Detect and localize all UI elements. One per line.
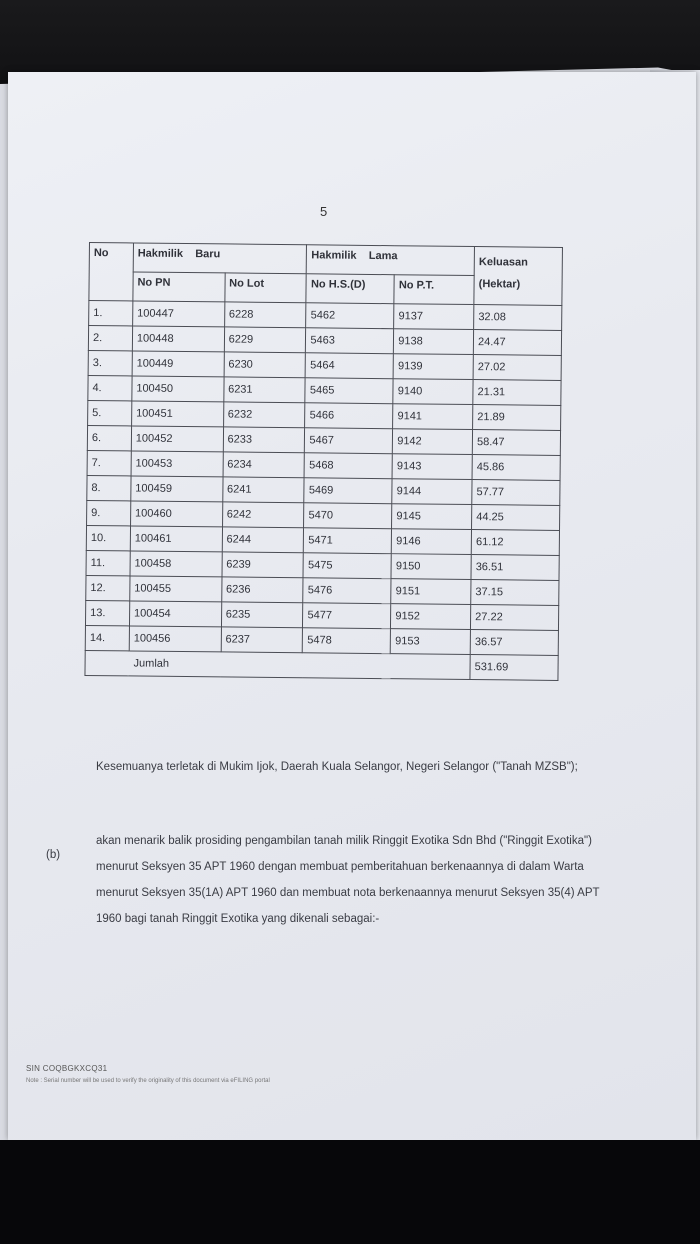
- cell-no-pn: 100453: [131, 451, 223, 477]
- cell-no-pn: 100448: [132, 326, 224, 352]
- header-hakmilik-lama: Hakmilik Lama: [307, 245, 475, 276]
- cell-no-pn: 100454: [129, 601, 221, 627]
- cell-no-pt: 9144: [392, 479, 472, 505]
- cell-no-hsd: 5471: [304, 528, 392, 554]
- total-label: Jumlah: [85, 650, 470, 679]
- paragraph-b-label: (b): [46, 849, 61, 861]
- cell-no-hsd: 5466: [305, 403, 393, 429]
- row-number: 8.: [87, 475, 131, 500]
- cell-no-hsd: 5470: [304, 503, 392, 529]
- row-number: 3.: [88, 350, 132, 375]
- cell-no-lot: 6230: [224, 352, 306, 378]
- cell-no-lot: 6228: [224, 302, 306, 328]
- cell-no-pt: 9142: [393, 429, 473, 455]
- cell-no-pn: 100447: [133, 301, 225, 327]
- cell-area: 27.22: [471, 605, 559, 631]
- cell-no-hsd: 5476: [303, 578, 391, 604]
- footer-note: Note : Serial number will be used to verify the originality of this document via eFILING portal: [26, 1078, 270, 1084]
- background-top: [0, 0, 700, 80]
- cell-no-pn: 100460: [130, 501, 222, 527]
- cell-no-lot: 6244: [222, 527, 304, 553]
- cell-no-pn: 100459: [131, 476, 223, 502]
- cell-no-hsd: 5475: [303, 553, 391, 579]
- cell-no-hsd: 5477: [303, 603, 391, 629]
- row-number: 10.: [86, 525, 130, 550]
- cell-area: 44.25: [472, 505, 560, 531]
- cell-no-pt: 9145: [392, 504, 472, 530]
- header-no-lot: No Lot: [225, 273, 307, 303]
- cell-no-pt: 9139: [393, 354, 473, 380]
- cell-no-pt: 9140: [393, 379, 473, 405]
- cell-no-pt: 9151: [391, 579, 471, 605]
- header-no: No: [89, 243, 133, 301]
- cell-no-pn: 100461: [130, 526, 222, 552]
- cell-area: 21.89: [473, 405, 561, 431]
- cell-no-lot: 6242: [222, 502, 304, 528]
- row-number: 2.: [88, 326, 132, 351]
- header-no-pt: No P.T.: [394, 275, 474, 305]
- row-number: 12.: [86, 575, 130, 600]
- cell-no-hsd: 5463: [306, 328, 394, 354]
- row-number: 13.: [85, 600, 129, 625]
- cell-area: 57.77: [472, 480, 560, 506]
- cell-no-lot: 6239: [222, 552, 304, 578]
- background-bottom: [0, 1140, 700, 1244]
- cell-no-lot: 6231: [223, 377, 305, 403]
- cell-no-hsd: 5465: [305, 378, 393, 404]
- cell-no-lot: 6232: [223, 402, 305, 428]
- header-no-hsd: No H.S.(D): [306, 274, 394, 304]
- row-number: 1.: [89, 301, 133, 326]
- document-page: [8, 72, 696, 1140]
- cell-no-lot: 6241: [222, 477, 304, 503]
- cell-no-pn: 100450: [132, 376, 224, 402]
- cell-no-pt: 9137: [394, 304, 474, 330]
- cell-area: 36.51: [471, 555, 559, 581]
- cell-area: 36.57: [470, 630, 558, 656]
- cell-no-pn: 100455: [130, 576, 222, 602]
- cell-no-hsd: 5469: [304, 478, 392, 504]
- cell-no-pt: 9152: [391, 604, 471, 630]
- cell-area: 24.47: [473, 330, 561, 356]
- cell-no-hsd: 5468: [304, 453, 392, 479]
- land-table: [84, 242, 563, 681]
- cell-no-hsd: 5464: [306, 353, 394, 379]
- cell-no-pn: 100449: [132, 351, 224, 377]
- row-number: 11.: [86, 550, 130, 575]
- cell-no-lot: 6234: [223, 452, 305, 478]
- row-number: 7.: [87, 450, 131, 475]
- cell-area: 21.31: [473, 380, 561, 406]
- cell-no-pt: 9138: [394, 329, 474, 355]
- cell-area: 45.86: [472, 455, 560, 481]
- cell-no-lot: 6233: [223, 427, 305, 453]
- paragraph-location: Kesemuanya terletak di Mukim Ijok, Daerah Kuala Selangor, Negeri Selangor ("Tanah MZSB");: [96, 761, 578, 773]
- cell-no-hsd: 5478: [303, 628, 391, 654]
- cell-no-lot: 6237: [221, 627, 303, 653]
- cell-area: 61.12: [471, 530, 559, 556]
- row-number: 6.: [87, 425, 131, 450]
- cell-area: 32.08: [474, 305, 562, 331]
- total-value: 531.69: [470, 655, 558, 681]
- cell-no-pn: 100456: [129, 626, 221, 652]
- header-no-pn: No PN: [133, 272, 225, 302]
- cell-no-pt: 9143: [392, 454, 472, 480]
- header-hakmilik-baru: Hakmilik Baru: [133, 243, 307, 274]
- row-number: 5.: [88, 400, 132, 425]
- cell-no-pt: 9153: [391, 629, 471, 655]
- cell-no-pn: 100458: [130, 551, 222, 577]
- cell-no-pt: 9150: [391, 554, 471, 580]
- cell-no-lot: 6236: [221, 577, 303, 603]
- table-total-row: [85, 650, 558, 680]
- cell-no-pt: 9146: [392, 529, 472, 555]
- cell-no-hsd: 5467: [305, 428, 393, 454]
- paragraph-b: akan menarik balik prosiding pengambilan tanah milik Ringgit Exotika Sdn Bhd ("Ringgit Exotika") menurut Seksyen 35 APT 1960 dengan membuat pemberitahuan berkenaannya di dalam Warta menurut Seksyen 35(1A) APT 1960 dan membuat nota berkenaannya menurut Seksyen 35(4) APT 1960 bagi tanah Ringgit Exotika yang dikenali sebagai:-: [96, 835, 600, 925]
- cell-area: 27.02: [473, 355, 561, 381]
- cell-area: 58.47: [472, 430, 560, 456]
- header-keluasan: Keluasan (Hektar): [474, 247, 562, 306]
- cell-no-pn: 100452: [131, 426, 223, 452]
- row-number: 4.: [88, 375, 132, 400]
- row-number: 9.: [87, 500, 131, 525]
- cell-area: 37.15: [471, 580, 559, 606]
- cell-no-pn: 100451: [131, 401, 223, 427]
- footer-serial-code: SIN COQBGKXCQ31: [26, 1064, 108, 1073]
- cell-no-lot: 6229: [224, 327, 306, 353]
- cell-no-pt: 9141: [393, 404, 473, 430]
- row-number: 14.: [85, 625, 129, 650]
- cell-no-lot: 6235: [221, 602, 303, 628]
- cell-no-hsd: 5462: [306, 303, 394, 329]
- page-number: 5: [320, 204, 328, 219]
